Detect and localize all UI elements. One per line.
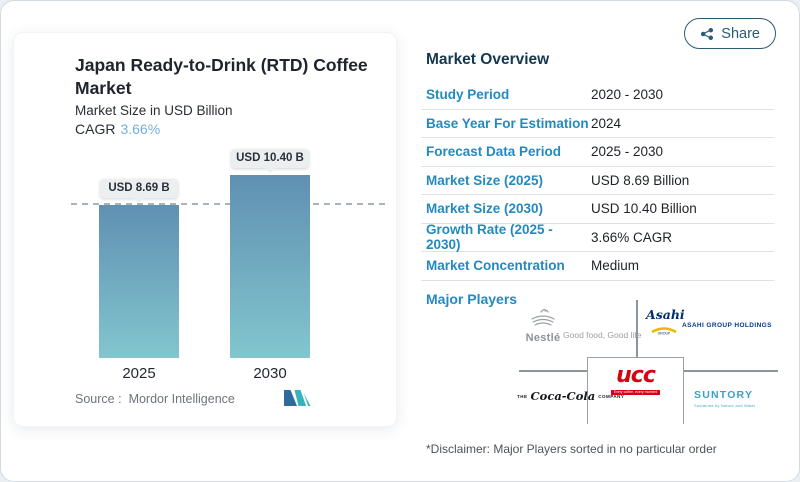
- nestle-wordmark: Nestlé: [525, 332, 561, 344]
- row-label: Growth Rate (2025 - 2030): [426, 222, 553, 253]
- cocacola-logo: [517, 391, 624, 403]
- suntory-tagline: Sustained by Nature and Water: [694, 402, 756, 408]
- asahi-arc-icon: [649, 325, 679, 335]
- table-row: [421, 252, 774, 281]
- x-axis-label-2025: 2025: [122, 365, 156, 382]
- chart-card: [13, 32, 397, 427]
- cocacola-the: THE: [517, 394, 528, 400]
- nestle-logo: [524, 307, 562, 344]
- ucc-tagline: Every coffee, every moment: [611, 390, 661, 395]
- row-value: USD 10.40 Billion: [591, 201, 697, 217]
- row-label: Market Size (2030): [426, 201, 544, 217]
- row-value: Medium: [591, 258, 640, 274]
- table-row: [421, 224, 774, 253]
- connector-line-vertical: [636, 300, 638, 357]
- row-value: 3.66% CAGR: [591, 229, 673, 245]
- table-row: [421, 81, 774, 110]
- source-value: Mordor Intelligence: [128, 392, 235, 406]
- chart-title: Japan Ready-to-Drink (RTD) Coffee Market: [75, 55, 368, 98]
- disclaimer-text: *Disclaimer: Major Players sorted in no particular order: [426, 442, 717, 456]
- mordor-intelligence-logo-icon: [284, 389, 311, 407]
- cagr-label: CAGR: [75, 121, 116, 137]
- share-label: Share: [721, 25, 760, 42]
- table-row: [421, 110, 774, 139]
- row-value: 2025 - 2030: [591, 144, 664, 160]
- row-label: Base Year For Estimation: [426, 115, 589, 131]
- share-button[interactable]: [684, 18, 776, 49]
- row-label: Market Concentration: [426, 258, 565, 274]
- source-label: Source :: [75, 392, 122, 406]
- row-value: 2024: [591, 115, 622, 131]
- row-label: Market Size (2025): [426, 172, 544, 188]
- ucc-wordmark: ucc: [616, 363, 655, 388]
- source-note: [75, 392, 235, 406]
- suntory-logo: [694, 389, 755, 408]
- asahi-wordmark: Asahi: [646, 307, 685, 322]
- asahi-holdings-wordmark: ASAHI GROUP HOLDINGS: [682, 322, 772, 329]
- x-axis-label-2030: 2030: [253, 365, 287, 382]
- connector-line-right: [684, 370, 778, 372]
- row-label: Study Period: [426, 87, 510, 103]
- cagr-value: 3.66%: [120, 121, 161, 137]
- market-overview-table: [421, 81, 774, 281]
- row-label: Forecast Data Period: [426, 144, 562, 160]
- row-value: USD 8.69 Billion: [591, 172, 690, 188]
- bar-value-tooltip-2025: USD 8.69 B: [100, 179, 178, 198]
- share-nodes-icon: [700, 27, 714, 41]
- suntory-wordmark: SUNTORY: [694, 389, 754, 401]
- bar-2025: [99, 205, 179, 358]
- asahi-logo: [646, 307, 685, 340]
- cocacola-wordmark: Coca-Cola: [530, 389, 596, 403]
- nestle-tagline: Good food, Good life: [563, 330, 642, 340]
- row-value: 2020 - 2030: [591, 87, 664, 103]
- nestle-nest-icon: [527, 307, 559, 329]
- table-row: [421, 195, 774, 224]
- connector-line-left: [519, 370, 587, 372]
- asahi-group-text: GROUP: [657, 331, 671, 335]
- chart-subtitle: Market Size in USD Billion: [75, 103, 233, 118]
- bar-2030: [230, 175, 310, 358]
- major-players-label: Major Players: [426, 291, 518, 307]
- cocacola-company: COMPANY: [598, 394, 625, 400]
- table-row: [421, 138, 774, 167]
- market-overview-heading: Market Overview: [426, 51, 550, 68]
- table-row: [421, 167, 774, 196]
- bar-value-tooltip-2030: USD 10.40 B: [231, 149, 309, 168]
- chart-cagr: [75, 121, 160, 137]
